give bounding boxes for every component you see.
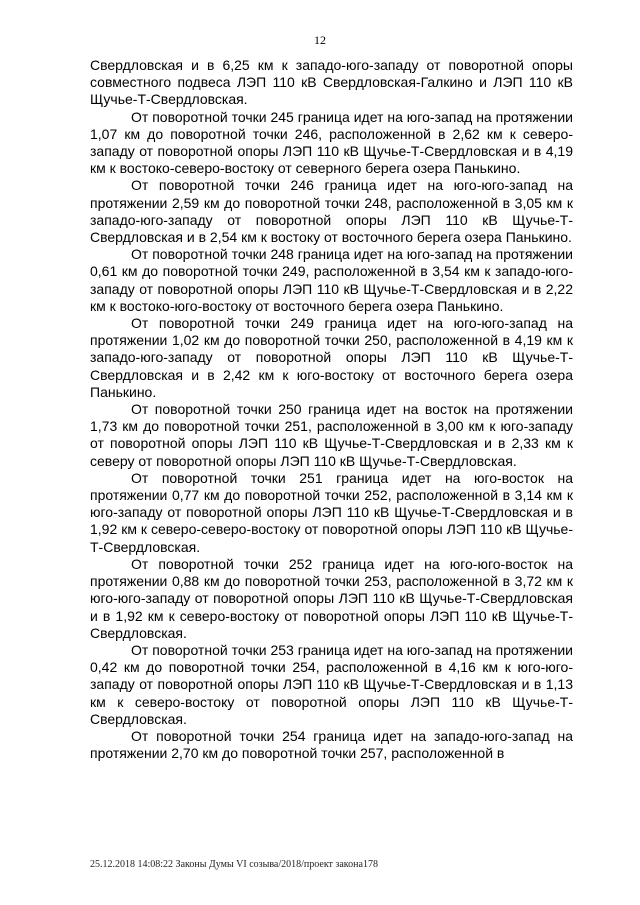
document-body: [90, 57, 573, 762]
paragraph-point-246: От поворотной точки 246 граница идет на юго-юго-запад на протяжении 2,59 км до поворотной точки 248, расположенной в 3,05 км к западо-юго-западу от поворотной опоры ЛЭП 110 кВ Щучье-Т-Свердловская и в 2,54 км к востоку от восточного берега озера Панькино.: [90, 177, 573, 246]
paragraph-point-250: От поворотной точки 250 граница идет на восток на протяжении 1,73 км до поворотной точки 251, расположенной в 3,00 км к юго-западу от поворотной опоры ЛЭП 110 кВ Щучье-Т-Свердловская и в 2,33 км к северу от поворотной опоры ЛЭП 110 кВ Щучье-Т-Свердловская.: [90, 401, 573, 469]
footer-document-path: 25.12.2018 14:08:22 Законы Думы VI созыва/2018/проект закона178: [90, 859, 378, 870]
paragraph-point-248: От поворотной точки 248 граница идет на юго-запад на протяжении 0,61 км до поворотной точки 249, расположенной в 3,54 км к западо-юго-западу от поворотной опоры ЛЭП 110 кВ Щучье-Т-Свердловская и в 2,22 км к востоко-юго-востоку от восточного берега озера Панькино.: [90, 246, 573, 314]
paragraph-point-251: От поворотной точки 251 граница идет на юго-восток на протяжении 0,77 км до поворотной точки 252, расположенной в 3,14 км к юго-западу от поворотной опоры ЛЭП 110 кВ Щучье-Т-Свердловская и в 1,92 км к северо-северо-востоку от поворотной опоры ЛЭП 110 кВ Щучье-Т-Свердловская.: [90, 469, 573, 555]
paragraph-point-253: От поворотной точки 253 граница идет на юго-запад на протяжении 0,42 км до поворотной точки 254, расположенной в 4,16 км к юго-юго-западу от поворотной опоры ЛЭП 110 кВ Щучье-Т-Свердловская и в 1,13 км к северо-востоку от поворотной опоры ЛЭП 110 кВ Щучье-Т-Свердловская.: [90, 641, 573, 727]
paragraph-point-245: От поворотной точки 245 граница идет на юго-запад на протяжении 1,07 км до поворотной точки 246, расположенной в 2,62 км к северо-западу от поворотной опоры ЛЭП 110 кВ Щучье-Т-Свердловская и в 4,19 км к востоко-северо-востоку от северного берега озера Панькино.: [90, 108, 573, 177]
paragraph-point-252: От поворотной точки 252 граница идет на юго-юго-восток на протяжении 0,88 км до поворотной точки 253, расположенной в 3,72 км к юго-юго-западу от поворотной опоры ЛЭП 110 кВ Щучье-Т-Свердловская и в 1,92 км к северо-востоку от поворотной опоры ЛЭП 110 кВ Щучье-Т-Свердловская.: [90, 555, 573, 641]
page-number: 12: [314, 33, 326, 47]
paragraph-continuation: Свердловская и в 6,25 км к западо-юго-западу от поворотной опоры совместного подвеса ЛЭП 110 кВ Свердловская-Галкино и ЛЭП 110 кВ Щучье-Т-Свердловская.: [90, 57, 573, 108]
paragraph-point-249: От поворотной точки 249 граница идет на юго-юго-запад на протяжении 1,02 км до поворотной точки 250, расположенной в 4,19 км к западо-юго-западу от поворотной опоры ЛЭП 110 кВ Щучье-Т-Свердловская и в 2,42 км к юго-востоку от восточного берега озера Панькино.: [90, 315, 573, 400]
paragraph-point-254: От поворотной точки 254 граница идет на западо-юго-запад на протяжении 2,70 км до поворотной точки 257, расположенной в: [90, 727, 573, 762]
